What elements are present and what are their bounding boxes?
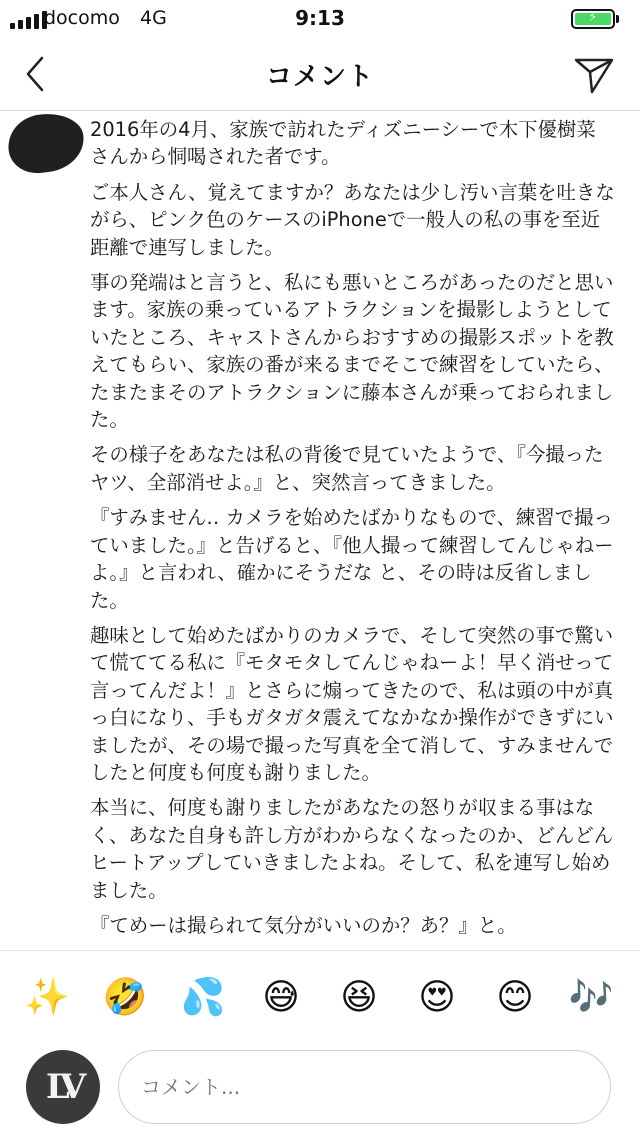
avatar-logo: LV	[45, 1067, 81, 1107]
sparkles-icon[interactable]: ✨	[24, 977, 70, 1018]
share-button[interactable]	[570, 50, 618, 98]
comment-paragraph: ご本人さん、覚えてますか？あなたは少し汚い言葉を吐きながら、ピンク色のケースのiPhoneで一般人の私の事を至近距離で連写しました。	[90, 180, 615, 259]
emoji-bar	[0, 950, 640, 1043]
comment-paragraph: その様子をあなたは私の背後で見ていたようで、『今撮ったヤツ、全部消せよ。』と、突然言ってきました。	[90, 443, 604, 494]
comment-paragraph: 『てめーは撮られて気分がいいのか？あ？』と。	[90, 913, 517, 937]
paper-plane-icon	[570, 50, 618, 98]
avatar	[26, 1050, 100, 1124]
comment-paragraph: 事の発端はと言うと、私にも悪いところがあったのだと思います。家族の乗っているアトラクションを撮影しようとしていたところ、キャストさんからおすすめの撮影スポットを教えてもらい、家族の番が来るまでそこで練習をしていたら、たまたまそのアトラクションに藤本さんが乗っておられました。	[90, 271, 614, 432]
sweat-droplets-icon[interactable]: 💦	[180, 977, 226, 1018]
comment-input[interactable]	[118, 1050, 611, 1124]
network-type: 4G	[140, 7, 167, 29]
status-bar	[0, 0, 640, 40]
comment-composer	[0, 1042, 640, 1138]
carrier-name: docomo	[44, 7, 120, 29]
grinning-sweat-face-icon[interactable]: 😅	[262, 977, 300, 1018]
comment-text	[90, 116, 615, 948]
status-time: 9:13	[295, 6, 345, 30]
heart-eyes-face-icon[interactable]: 😍	[418, 977, 456, 1018]
page-title: コメント	[265, 62, 374, 92]
rofl-face-icon[interactable]: 🤣	[102, 977, 148, 1018]
laughing-face-icon[interactable]: 😆	[340, 977, 378, 1018]
comment-paragraph: 趣味として始めたばかりのカメラで、そして突然の事で驚いて慌ててる私に『モタモタしてんじゃねーよ！早く消せって言ってんだよ！』とさらに煽ってきたので、私は頭の中が真っ白になり、手もガタガタ震えてなかなか操作ができずにいましたが、その場で撮った写真を全て消して、すみませんでしたと何度も何度も謝りました。	[90, 623, 614, 784]
comment-paragraph: 2016年の4月、家族で訪れたディズニーシーで木下優樹菜さんから恫喝された者です。	[90, 118, 596, 169]
smiling-face-icon[interactable]: 😊	[496, 977, 534, 1018]
battery-icon: ⚡	[571, 9, 615, 29]
redacted-avatar	[4, 110, 87, 177]
comment-thread	[0, 110, 640, 948]
musical-notes-icon[interactable]: 🎶	[568, 977, 614, 1018]
comment-paragraph: 『すみません‥ カメラを始めたばかりなもので、練習で撮っていました。』と告げると、『他人撮って練習してんじゃねーよ。』と言われ、確かにそうだな と、その時は反省しました。	[90, 506, 614, 612]
comment-paragraph: 本当に、何度も謝りましたがあなたの怒りが収まる事はなく、あなた自身も許し方がわからなくなったのか、どんどんヒートアップしていきましたよね。そして、私を連写し始めました。	[90, 796, 614, 902]
comment-paragraph	[90, 947, 615, 948]
battery-tip	[616, 15, 619, 23]
nav-bar	[0, 40, 640, 111]
